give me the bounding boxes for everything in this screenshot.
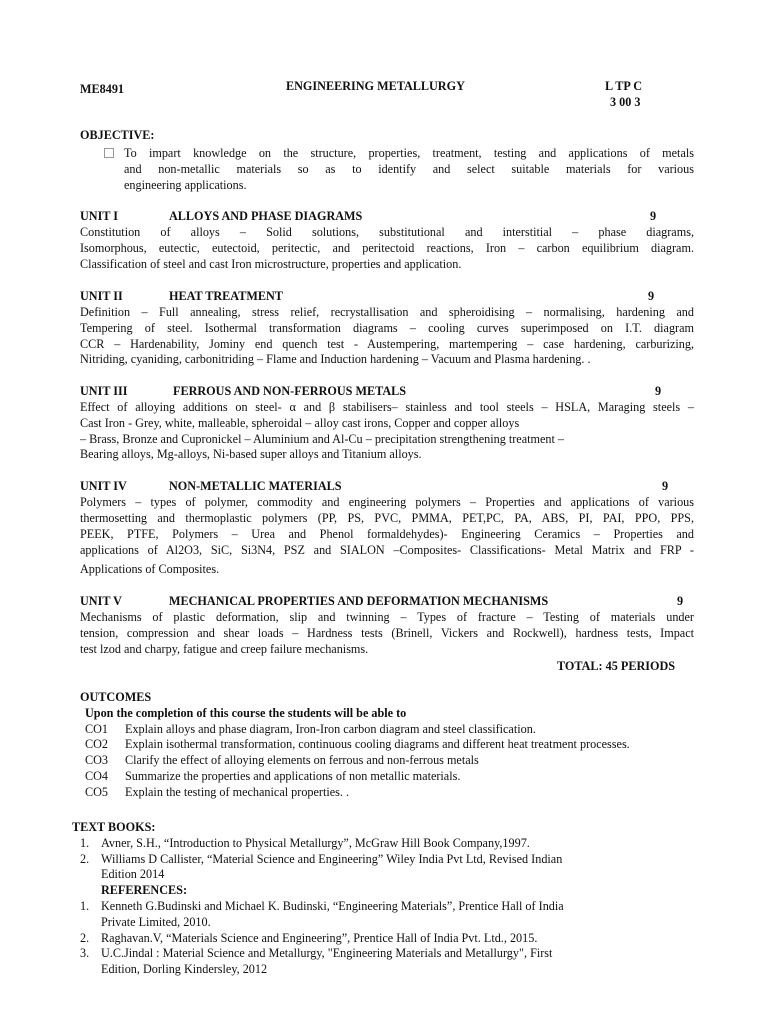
text-book-item: 2. Williams D Callister, “Material Science and Engineering” Wiley India Pvt Ltd, Revised Indian Edition 2014 bbox=[80, 851, 563, 882]
ltpc-block bbox=[605, 79, 685, 111]
unit-3-number: UNIT III bbox=[80, 384, 128, 398]
unit-3-title: FERROUS AND NON-FERROUS METALS bbox=[173, 384, 407, 398]
outcome-text: Summarize the properties and applications of non metallic materials. bbox=[125, 768, 461, 783]
ltpc-label: L TP C bbox=[605, 79, 643, 93]
outcomes-heading: OUTCOMES bbox=[80, 690, 152, 704]
outcome-text: Clarify the effect of alloying elements on ferrous and non-ferrous metals bbox=[125, 753, 479, 768]
reference-item: 2. Raghavan.V, “Materials Science and Engineering”, Prentice Hall of India Pvt. Ltd., 2015. bbox=[80, 930, 538, 945]
unit-3-hours: 9 bbox=[655, 384, 662, 398]
unit-1-body bbox=[80, 225, 694, 272]
outcome-id: CO2 bbox=[85, 737, 109, 752]
unit-5-line: Mechanisms of plastic deformation, slip and twinning – Types of fracture – Testing of materials under bbox=[80, 610, 694, 624]
unit-1-hours: 9 bbox=[650, 209, 657, 223]
unit-3-line: Cast Iron - Grey, white, malleable, spheroidal – alloy cast irons, Copper and copper alloys bbox=[80, 415, 520, 430]
unit-5-body bbox=[80, 610, 694, 657]
books-section bbox=[72, 820, 692, 978]
outcome-id: CO3 bbox=[85, 753, 109, 768]
unit-5-title: MECHANICAL PROPERTIES AND DEFORMATION MECHANISMS bbox=[169, 594, 549, 608]
unit-2-line: Nitriding, cyaniding, carbonitriding – Flame and Induction hardening – Vacuum and Plasma hardening. . bbox=[80, 352, 591, 367]
text-book-item: 1. Avner, S.H., “Introduction to Physical Metallurgy”, McGraw Hill Book Company,1997. bbox=[80, 835, 530, 850]
outcome-item bbox=[80, 753, 700, 769]
reference-item: 3. U.C.Jindal : Material Science and Metallurgy, "Engineering Materials and Metallurgy", First Edition, Dorling Kindersley, 2012 bbox=[80, 946, 553, 977]
unit-5-hours: 9 bbox=[677, 594, 684, 608]
unit-1-line: Classification of steel and cast Iron microstructure, properties and application. bbox=[80, 256, 462, 271]
outcome-text: Explain the testing of mechanical properties. . bbox=[125, 784, 350, 799]
unit-2-title: HEAT TREATMENT bbox=[169, 289, 283, 303]
unit-1-title: ALLOYS AND PHASE DIAGRAMS bbox=[169, 209, 363, 223]
unit-2-heading bbox=[80, 289, 692, 305]
unit-5-line: test lzod and charpy, fatigue and creep failure mechanisms. bbox=[80, 641, 369, 656]
unit-3-line: – Brass, Bronze and Cupronickel – Aluminium and Al-Cu – precipitation strengthening treatment – bbox=[80, 431, 565, 446]
unit-1-line: Constitution of alloys – Solid solutions, substitutional and interstitial – phase diagrams, bbox=[80, 225, 694, 239]
unit-3-heading bbox=[80, 384, 692, 400]
outcome-item bbox=[80, 737, 700, 753]
unit-2-line: Definition – Full annealing, stress relief, recrystallisation and spheroidising – normalising, hardening and bbox=[80, 305, 694, 319]
outcome-text: Explain alloys and phase diagram, Iron-Iron carbon diagram and steel classification. bbox=[125, 721, 536, 736]
unit-5-number: UNIT V bbox=[80, 594, 122, 608]
objective-line-2: and non-metallic materials so as to identify and select suitable materials for various bbox=[124, 161, 694, 176]
ltpc-values: 3 00 3 bbox=[610, 94, 641, 109]
unit-4-body bbox=[80, 495, 694, 578]
unit-3-line: Effect of alloying additions on steel- α and β stabilisers– stainless and tool steels – HSLA, Maraging steels – bbox=[80, 400, 694, 414]
outcome-item bbox=[80, 769, 700, 785]
objective-line-3: engineering applications. bbox=[124, 177, 247, 192]
unit-4-line: Polymers – types of polymer, commodity and engineering polymers – Properties and applications of various bbox=[80, 495, 694, 509]
unit-4-heading bbox=[80, 479, 692, 495]
reference-item: 1. Kenneth G.Budinski and Michael K. Budinski, “Engineering Materials”, Prentice Hall of India Private Limited, 2010. bbox=[80, 898, 564, 929]
unit-4-hours: 9 bbox=[662, 479, 669, 493]
outcome-id: CO1 bbox=[85, 721, 109, 736]
unit-1-line: Isomorphous, eutectic, eutectoid, peritectic, and peritectoid reactions, Iron – carbon equilibrium diagram. bbox=[80, 240, 694, 255]
unit-4-line: Applications of Composites. bbox=[80, 562, 220, 577]
unit-2-hours: 9 bbox=[648, 289, 655, 303]
unit-1-number: UNIT I bbox=[80, 209, 119, 223]
outcome-id: CO5 bbox=[85, 784, 109, 799]
outcomes-section bbox=[80, 690, 700, 801]
unit-2-line: Tempering of steel. Isothermal transformation diagrams – cooling curves superimposed on I.T. diagram bbox=[80, 320, 694, 335]
objective-list bbox=[104, 146, 694, 193]
unit-5-line: tension, compression and shear loads – Hardness tests (Brinell, Vickers and Rockwell), hardness tests, Impact bbox=[80, 625, 694, 640]
unit-2-body bbox=[80, 305, 694, 368]
outcome-item bbox=[80, 785, 700, 801]
references-heading: REFERENCES: bbox=[101, 883, 188, 898]
text-books-heading: TEXT BOOKS: bbox=[72, 820, 156, 834]
unit-1-heading bbox=[80, 209, 692, 225]
unit-5-heading bbox=[80, 594, 692, 610]
objective-line-1: To impart knowledge on the structure, properties, treatment, testing and applications of metals bbox=[104, 146, 694, 162]
outcomes-intro: Upon the completion of this course the students will be able to bbox=[85, 705, 407, 720]
total-periods: TOTAL: 45 PERIODS bbox=[557, 659, 676, 673]
outcome-id: CO4 bbox=[85, 768, 109, 783]
objective-heading: OBJECTIVE: bbox=[80, 128, 155, 142]
course-code: ME8491 bbox=[80, 82, 125, 96]
unit-3-body bbox=[80, 400, 694, 463]
unit-4-line: thermosetting and thermoplastic polymers (PP, PS, PVC, PMMA, PET,PC, PA, ABS, PI, PAI, PPO, PPS, bbox=[80, 510, 694, 525]
unit-4-number: UNIT IV bbox=[80, 479, 127, 493]
outcome-item bbox=[80, 722, 700, 738]
course-title: ENGINEERING METALLURGY bbox=[286, 79, 465, 93]
unit-4-line: PEEK, PTFE, Polymers – Urea and Phenol formaldehydes)- Engineering Ceramics – Properties and bbox=[80, 526, 694, 541]
unit-3-line: Bearing alloys, Mg-alloys, Ni-based super alloys and Titanium alloys. bbox=[80, 447, 422, 462]
unit-4-line: applications of Al2O3, SiC, Si3N4, PSZ and SIALON –Composites- Classifications- Metal Matrix and FRP - bbox=[80, 543, 694, 558]
bullet-box-icon bbox=[104, 148, 114, 158]
unit-2-line: CCR – Hardenability, Jominy end quench test - Austempering, martempering – case hardening, carburizing, bbox=[80, 336, 694, 351]
outcome-text: Explain isothermal transformation, continuous cooling diagrams and different heat treatment processes. bbox=[125, 737, 630, 752]
unit-2-number: UNIT II bbox=[80, 289, 123, 303]
unit-4-title: NON-METALLIC MATERIALS bbox=[169, 479, 342, 493]
